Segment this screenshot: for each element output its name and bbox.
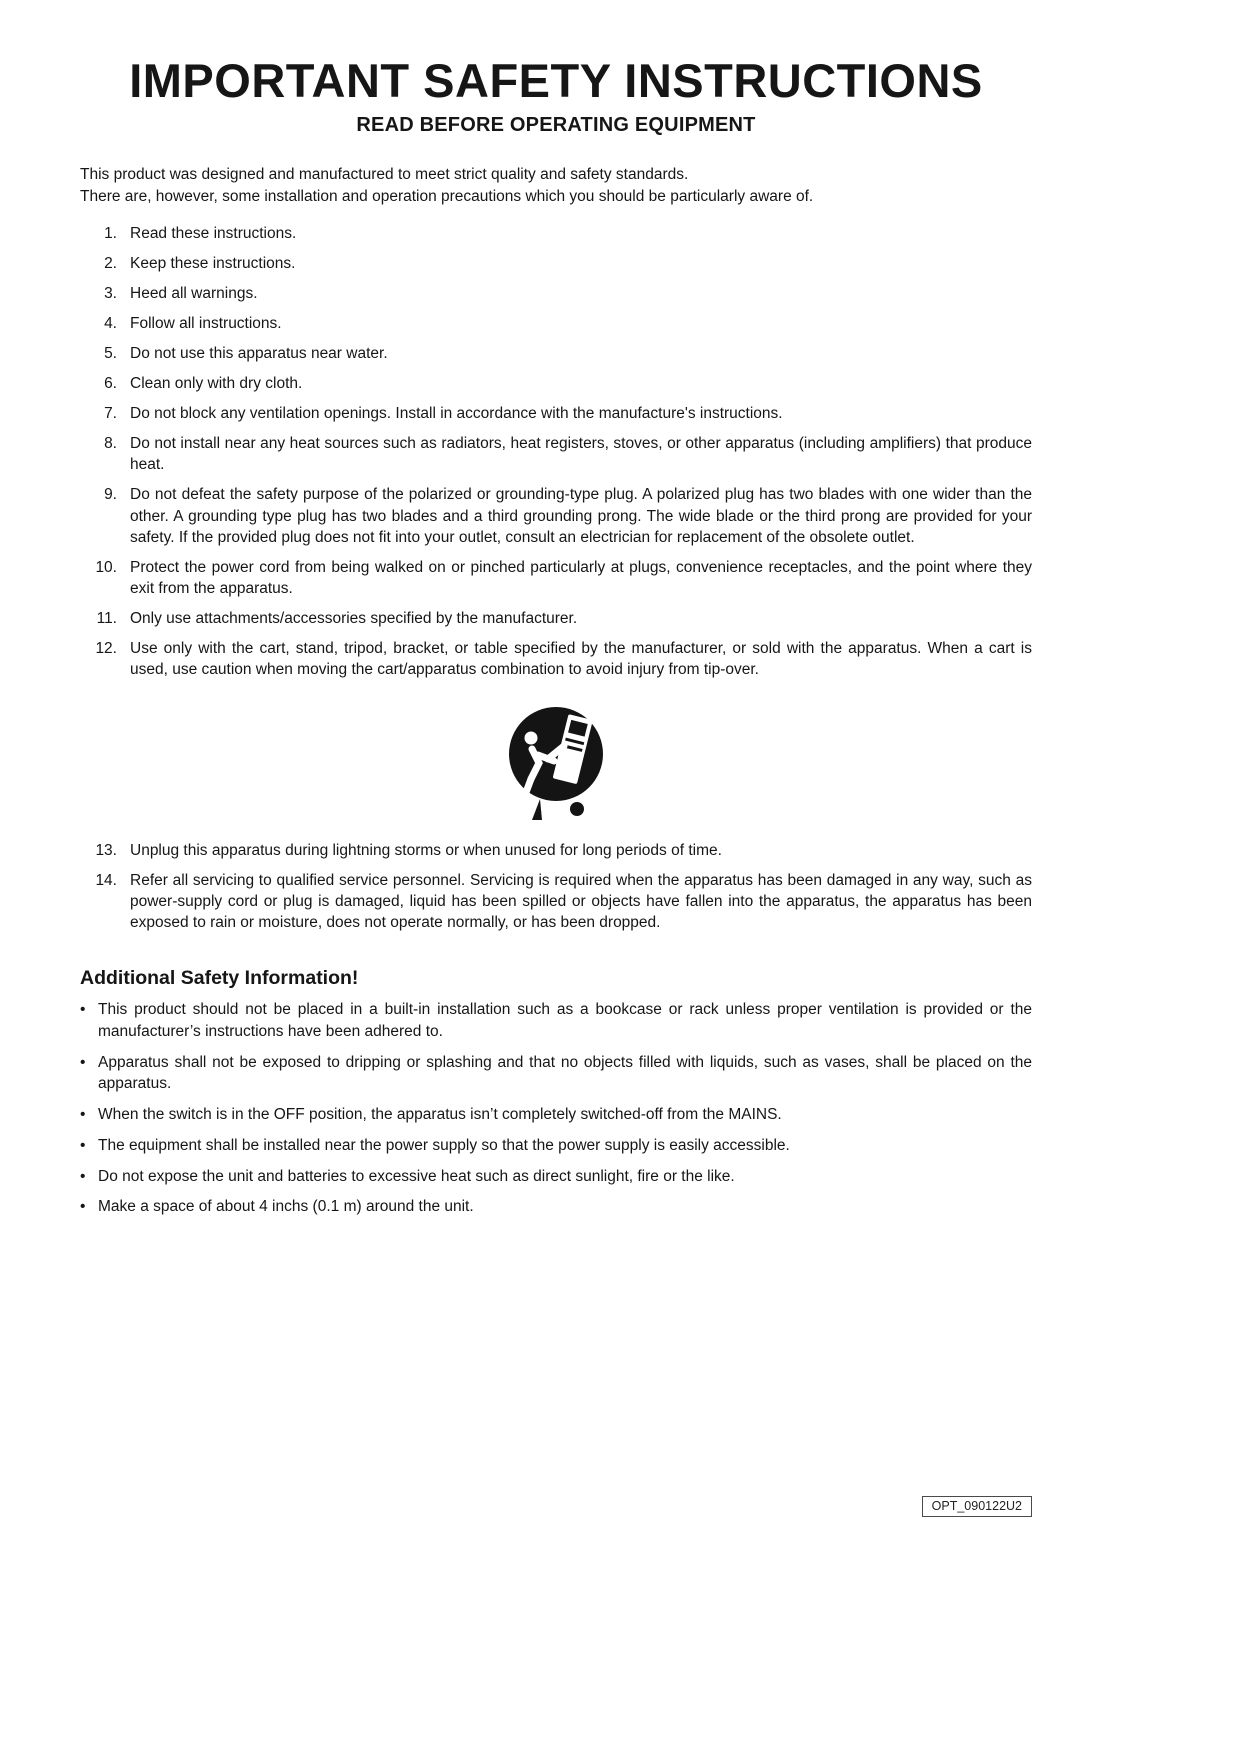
bullet-glyph: • [80, 1136, 86, 1154]
instruction-number: 1. [104, 224, 117, 242]
bullet-glyph: • [80, 1053, 86, 1071]
safety-instructions-list [80, 223, 1032, 680]
instruction-number: 6. [104, 375, 117, 393]
bullet-text: Do not expose the unit and batteries to excessive heat such as direct sunlight, fire or the like. [98, 1167, 735, 1185]
instruction-text: Read these instructions. [130, 224, 297, 242]
instruction-text: Do not install near any heat sources such as radiators, heat registers, stoves, or other apparatus (including amplifiers) that produce heat. [130, 435, 1032, 474]
instruction-text: Do not defeat the safety purpose of the polarized or grounding-type plug. A polarized plug has two blades with one wider than the other. A grounding type plug has two blades and a third grounding prong. The wide blade or the third prong are provided for your safety. If the provided plug does not fit into your outlet, consult an electrician for replacement of the obsolete outlet. [130, 486, 1032, 546]
instruction-text: Clean only with dry cloth. [130, 375, 303, 393]
instruction-item-8 [80, 433, 1032, 475]
additional-bullet-4 [80, 1135, 1032, 1157]
instruction-number: 3. [104, 284, 117, 302]
instruction-text: Do not block any ventilation openings. Install in accordance with the manufacture's instructions. [130, 405, 783, 423]
instruction-item-14 [80, 870, 1032, 933]
instruction-number: 12. [95, 639, 117, 657]
instruction-text: Heed all warnings. [130, 284, 258, 302]
bullet-text: Make a space of about 4 inchs (0.1 m) around the unit. [98, 1198, 474, 1216]
document-code-badge: OPT_090122U2 [922, 1496, 1032, 1517]
bullet-glyph: • [80, 1106, 86, 1124]
bullet-text: Apparatus shall not be exposed to dripping or splashing and that no objects filled with liquids, such as vases, shall be placed on the apparatus. [98, 1053, 1032, 1093]
instruction-item-13 [80, 840, 1032, 861]
instruction-item-5 [80, 343, 1032, 364]
instruction-item-11 [80, 608, 1032, 629]
instruction-text: Keep these instructions. [130, 254, 296, 272]
instruction-item-2 [80, 253, 1032, 274]
bullet-text: The equipment shall be installed near the power supply so that the power supply is easily accessible. [98, 1136, 790, 1154]
instruction-item-3 [80, 283, 1032, 304]
intro-line-2: There are, however, some installation and operation precautions which you should be particularly aware of. [80, 187, 814, 205]
instruction-item-1 [80, 223, 1032, 244]
instruction-text: Do not use this apparatus near water. [130, 345, 388, 363]
additional-bullet-6 [80, 1196, 1032, 1218]
instruction-number: 4. [104, 314, 117, 332]
intro-paragraph [80, 164, 1032, 208]
instruction-number: 5. [104, 345, 117, 363]
instruction-number: 8. [104, 435, 117, 453]
instruction-item-9 [80, 484, 1032, 547]
bullet-text: When the switch is in the OFF position, the apparatus isn’t completely switched-off from the MAINS. [98, 1106, 782, 1124]
instruction-item-10 [80, 557, 1032, 599]
bullet-glyph: • [80, 1198, 86, 1216]
instruction-number: 11. [96, 609, 117, 627]
instruction-number: 10. [95, 558, 117, 576]
instruction-number: 9. [104, 486, 117, 504]
instruction-text: Use only with the cart, stand, tripod, bracket, or table specified by the manufacturer, or sold with the apparatus. When a cart is used, use caution when moving the cart/apparatus combination to avoid injury from tip-over. [130, 639, 1032, 678]
page-content [80, 0, 1032, 1218]
bullet-glyph: • [80, 1167, 86, 1185]
bullet-glyph: • [80, 1001, 86, 1019]
instruction-item-4 [80, 313, 1032, 334]
instruction-item-12 [80, 638, 1032, 680]
bullet-text: This product should not be placed in a built-in installation such as a bookcase or rack unless proper ventilation is provided or the manufacturer’s instructions have been adhered to. [98, 1001, 1032, 1041]
additional-bullet-3 [80, 1104, 1032, 1126]
instruction-item-6 [80, 373, 1032, 394]
additional-safety-heading: Additional Safety Information! [80, 967, 359, 990]
instruction-text: Only use attachments/accessories specified by the manufacturer. [130, 609, 578, 627]
additional-bullet-1 [80, 999, 1032, 1042]
instruction-text: Protect the power cord from being walked on or pinched particularly at plugs, convenience receptacles, and the point where they exit from the apparatus. [130, 558, 1032, 597]
intro-line-1: This product was designed and manufactured to meet strict quality and safety standards. [80, 165, 689, 183]
instruction-item-7 [80, 403, 1032, 424]
additional-bullet-2 [80, 1052, 1032, 1095]
instruction-number: 7. [104, 405, 117, 423]
instruction-number: 2. [104, 254, 117, 272]
instruction-number: 14. [95, 872, 117, 890]
additional-bullet-5 [80, 1166, 1032, 1188]
page-title: IMPORTANT SAFETY INSTRUCTIONS [129, 54, 983, 107]
instruction-text: Refer all servicing to qualified service personnel. Servicing is required when the apparatus has been damaged in any way, such as power-supply cord or plug is damaged, liquid has been spilled or objects have fallen into the apparatus, the apparatus has been exposed to rain or moisture, does not operate normally, or has been dropped. [130, 872, 1032, 932]
no-cart-tip-over-icon [504, 704, 608, 824]
safety-instructions-list-continued [80, 840, 1032, 933]
instruction-text: Unplug this apparatus during lightning storms or when unused for long periods of time. [130, 842, 722, 860]
instruction-number: 13. [95, 842, 117, 860]
additional-safety-list [80, 999, 1032, 1218]
cart-warning-icon-row [80, 704, 1032, 824]
instruction-text: Follow all instructions. [130, 314, 282, 332]
page-subtitle: READ BEFORE OPERATING EQUIPMENT [356, 113, 756, 136]
